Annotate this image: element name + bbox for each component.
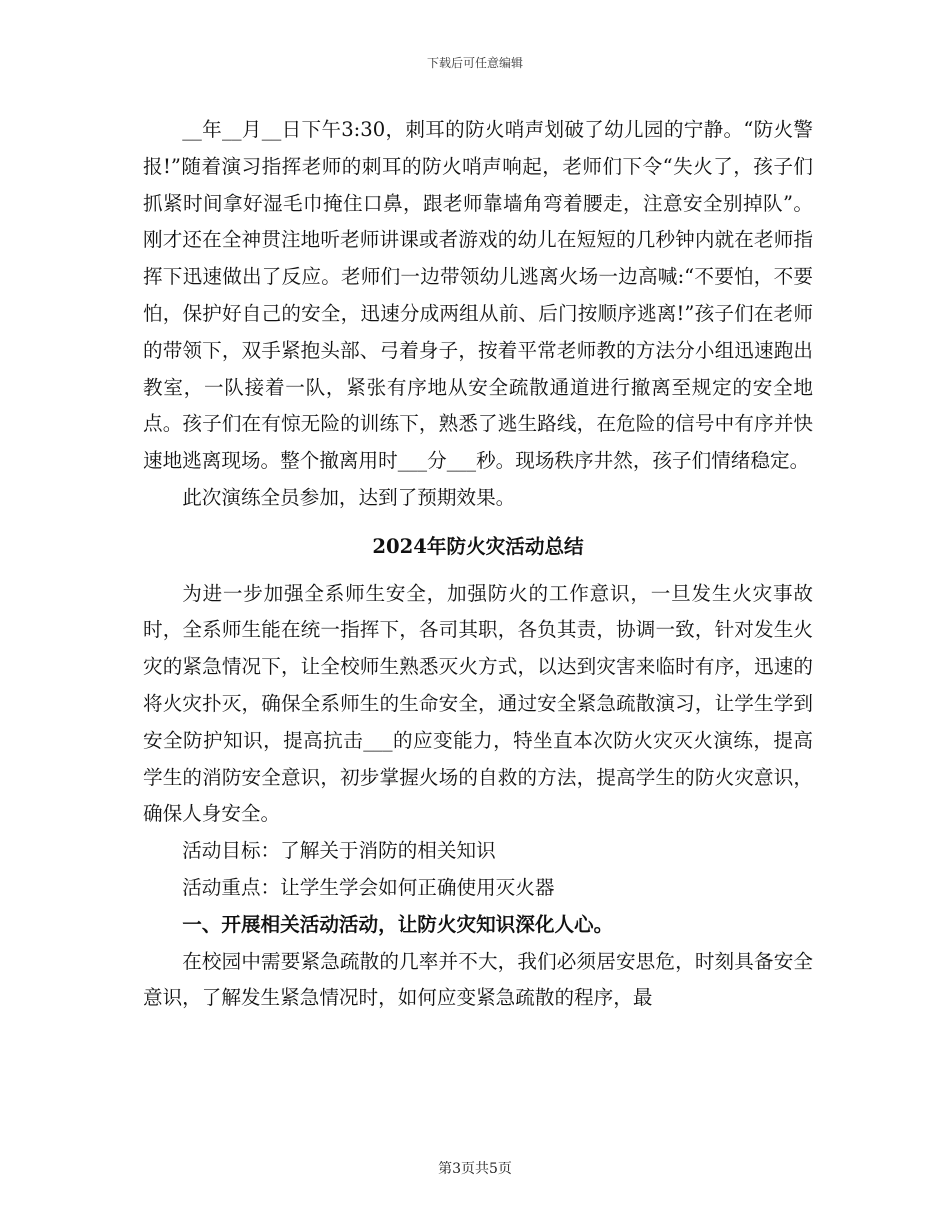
- body-paragraph: __年__月__日下午3:30，刺耳的防火哨声划破了幼儿园的宁静。“防火警报!”随着演习指挥老师的刺耳的防火哨声响起，老师们下令“失火了，孩子们抓紧时间拿好湿毛巾掩住口鼻，跟老师靠墙角弯着腰走，注意安全别掉队”。刚才还在全神贯注地听老师讲课或者游戏的幼儿在短短的几秒钟内就在老师指挥下迅速做出了反应。老师们一边带领幼儿逃离火场一边高喊:“不要怕，不要怕，保护好自己的安全，迅速分成两组从前、后门按顺序逃离!”孩子们在老师的带领下，双手紧抱头部、弓着身子，按着平常老师教的方法分小组迅速跑出教室，一队接着一队，紧张有序地从安全疏散通道进行撤离至规定的安全地点。孩子们在有惊无险的训练下，熟悉了逃生路线，在危险的信号中有序并快速地逃离现场。整个撤离用时___分___秒。现场秩序井然，孩子们情绪稳定。: [143, 118, 813, 473]
- body-paragraph: 此次演练全员参加，达到了预期效果。: [182, 485, 516, 509]
- activity-focus: 活动重点：让学生学会如何正确使用灭火器: [182, 875, 555, 899]
- activity-goal: 活动目标：了解关于消防的相关知识: [182, 839, 496, 863]
- intro-paragraph: 为进一步加强全系师生安全，加强防火的工作意识，一旦发生火灾事故时，全系师生能在统一指挥下，各司其职，各负其责，协调一致，针对发生火灾的紧急情况下，让全校师生熟悉灭火方式，以达到灾害来临时有序，迅速的将火灾扑灭，确保全系师生的生命安全，通过安全紧急疏散演习，让学生学到安全防护知识，提高抗击___的应变能力，特坐直本次防火灾灭火演练，提高学生的消防安全意识，初步掌握火场的自救的方法，提高学生的防火灾意识，确保人身安全。: [143, 581, 813, 826]
- section-title: 2024年防火灾活动总结: [372, 534, 584, 558]
- body-paragraph: 在校园中需要紧急疏散的几率并不大，我们必须居安思危，时刻具备安全意识，了解发生紧急情况时，如何应变紧急疏散的程序，最: [143, 949, 813, 1010]
- page-header: 下载后可任意编辑: [426, 56, 523, 70]
- section-heading: 一、开展相关活动活动，让防火灾知识深化人心。: [182, 912, 614, 936]
- document-body: [143, 112, 813, 1017]
- page-number: 第3页共5页: [438, 1161, 512, 1177]
